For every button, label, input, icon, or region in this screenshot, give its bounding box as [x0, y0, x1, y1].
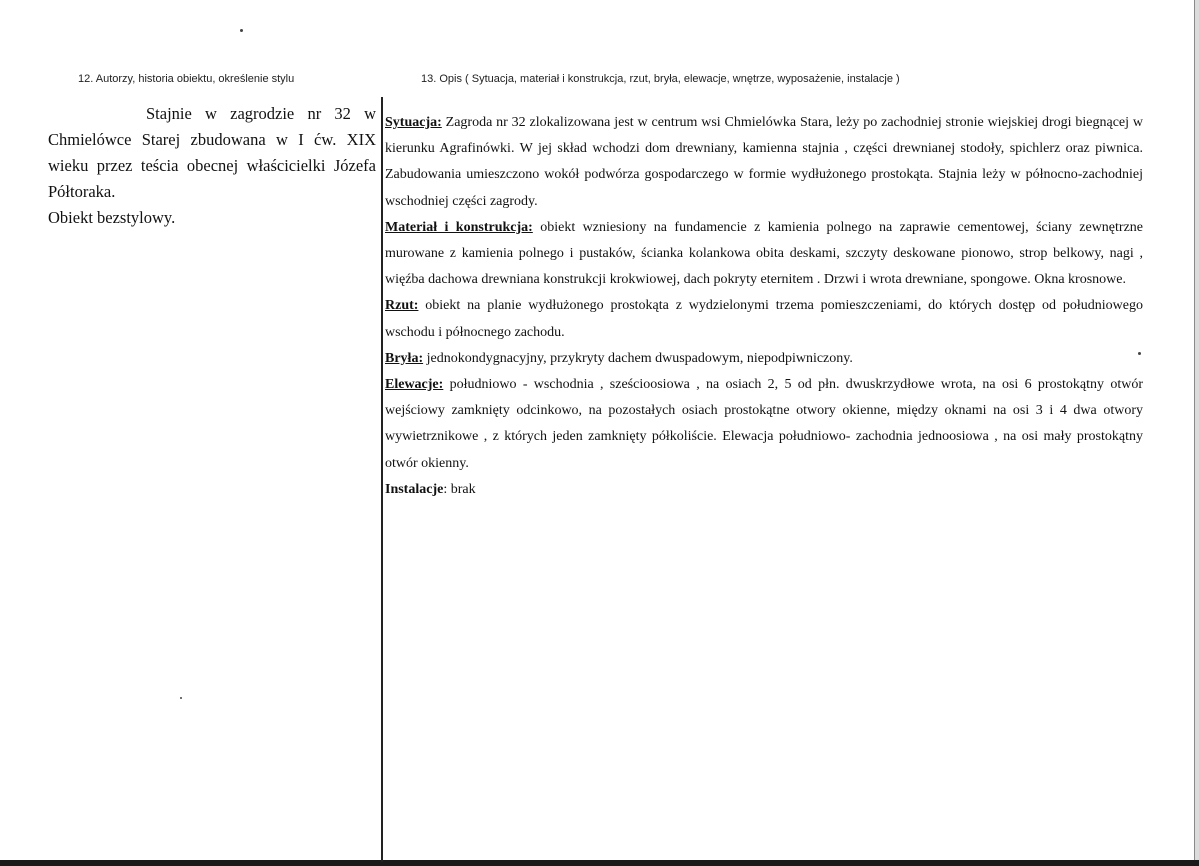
section-elevations: [385, 372, 1143, 477]
scan-speck: [180, 697, 182, 699]
description-column: [385, 110, 1143, 503]
scan-edge-right-line: [1194, 0, 1195, 866]
section-text: południowo - wschodnia , sześcioosiowa , na osiach 2, 5 od płn. dwuskrzydłowe wrota, na osi 6 prostokątny otwór wejściowy zamknięty odcinkowo, na pozostałych osiach prostokątne otwory okienne, między oknami na osi 3 i 4 dwa otwory wywietrznikowe , z których jeden zamknięty półkoliście. Elewacja południowo- zachodnia jednoosiowa , na osi mały prostokątny otwór okienny.: [385, 377, 1143, 471]
section-label: Elewacje:: [385, 377, 444, 393]
section-text: obiekt wzniesiony na fundamencie z kamienia polnego na zaprawie cementowej, ściany zewnętrzne murowane z kamienia polnego i pustaków, ścianka kolankowa obita deskami, szczyty deskowane pionowo, strop belkowy, nagi , więźba dachowa drewniana konstrukcji krokwiowej, dach pokryty eternitem . Drzwi i wrota drewniane, spongowe. Okna krosnowe.: [385, 219, 1144, 288]
section-massing: [385, 346, 1143, 372]
section-plan: [385, 293, 1143, 345]
section-label: Instalacje: [385, 481, 444, 497]
column-divider: [381, 97, 383, 862]
section-text: obiekt na planie wydłużonego prostokąta z wydzielonymi trzema pomieszczeniami, do których dostęp od południowego wschodu i północnego zachodu.: [385, 298, 1143, 340]
section-label: Rzut:: [385, 298, 419, 314]
history-column: [48, 101, 376, 231]
section-situation: [385, 110, 1143, 215]
section-label: Materiał i konstrukcja:: [385, 219, 533, 235]
section-label: Bryła:: [385, 350, 424, 366]
section-text: jednokondygnacyjny, przykryty dachem dwuspadowym, niepodpiwniczony.: [423, 350, 853, 366]
section-text: Zagroda nr 32 zlokalizowana jest w centrum wsi Chmielówka Stara, leży po zachodniej stronie wiejskiej drogi biegnącej w kierunku Agrafinówki. W jej skład wchodzi dom drewniany, kamienna stajnia , części drewnianej stodoły, spichlerz oraz piwnica. Zabudowania umieszczono wokół podwórza gospodarczego w formie wydłużonego prostokąta. Stajnia leży w północno-zachodniej wschodniej części zagrody.: [385, 115, 1143, 209]
scan-edge-bottom: [0, 860, 1199, 866]
scan-speck: [240, 29, 243, 32]
section-text: : brak: [443, 481, 476, 497]
scan-edge-right: [1195, 0, 1199, 866]
section-material-construction: [385, 215, 1143, 294]
history-paragraph: Stajnie w zagrodzie nr 32 w Chmielówce Starej zbudowana w I ćw. XIX wieku przez teścia obecnej właścicielki Józefa Półtoraka.: [48, 104, 376, 201]
section-installations: [385, 477, 1143, 503]
style-paragraph: Obiekt bezstylowy.: [48, 208, 176, 227]
section-header-description: 13. Opis ( Sytuacja, materiał i konstrukcja, rzut, bryła, elewacje, wnętrze, wyposażenie, instalacje ): [421, 73, 900, 85]
section-header-authors-history: 12. Autorzy, historia obiektu, określenie stylu: [78, 73, 295, 85]
section-label: Sytuacja:: [385, 115, 442, 130]
